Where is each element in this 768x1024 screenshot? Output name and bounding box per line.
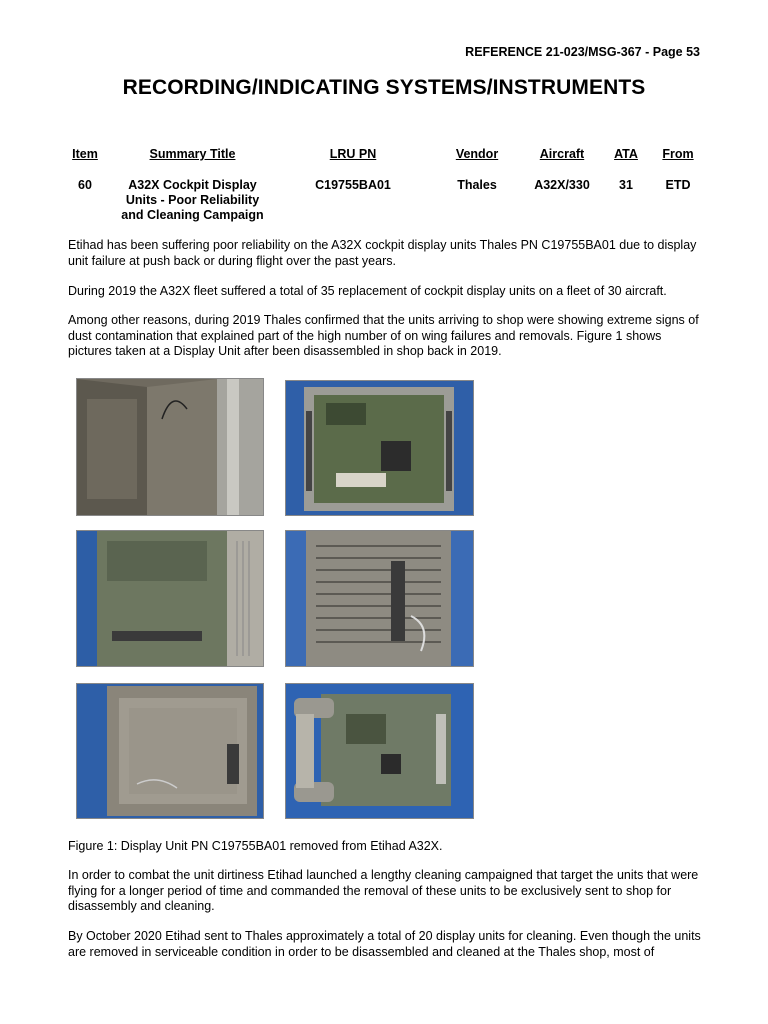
summary-line-3: and Cleaning Campaign: [121, 208, 264, 222]
header-item: Item: [72, 147, 98, 161]
cell-summary-title: [110, 178, 275, 223]
paragraph-5: By October 2020 Etihad sent to Thales approximately a total of 20 display units for cleaning. Even though the units are removed in serviceable condition in order to be disassembled and cleaned at the Thales shop, most of: [68, 929, 701, 959]
header-lru-pn: LRU PN: [329, 147, 377, 161]
header-ata: ATA: [614, 147, 638, 161]
photo-empty-chassis: [76, 683, 264, 819]
summary-line-1: A32X Cockpit Display: [128, 178, 257, 192]
paragraph-1: Etihad has been suffering poor reliability on the A32X cockpit display units Thales PN C19755BA01 due to display unit failure at push back or during flight over the past years.: [68, 238, 697, 268]
photo-dusty-housing-interior: [76, 378, 264, 516]
page-title: RECORDING/INDICATING SYSTEMS/INSTRUMENTS: [122, 76, 646, 99]
page-reference: REFERENCE 21-023/MSG-367 - Page 53: [465, 45, 700, 59]
paragraph-4: In order to combat the unit dirtiness Etihad launched a lengthy cleaning campaigned that target the units that were flying for a longer period of time and commanded the removal of these units to be exclusively sent to shop for disassembly and cleaning.: [68, 868, 699, 913]
summary-line-2: Units - Poor Reliability: [125, 193, 260, 207]
cell-lru-pn: C19755BA01: [315, 178, 391, 192]
header-aircraft: Aircraft: [539, 147, 585, 161]
header-from: From: [662, 147, 694, 161]
photo-circuit-board-side: [76, 530, 264, 667]
cell-aircraft: A32X/330: [534, 178, 590, 192]
cell-from: ETD: [665, 178, 691, 192]
paragraph-3: Among other reasons, during 2019 Thales confirmed that the units arriving to shop were showing extreme signs of dust contamination that explained part of the high number of on wing failures and removals. Figure 1 shows pictures taken at a Display Unit after been disassembled in shop back in 2019.: [68, 313, 699, 358]
photo-open-unit-circuit-board: [285, 380, 474, 516]
paragraph-2: During 2019 the A32X fleet suffered a total of 35 replacement of cockpit display units on a fleet of 30 aircraft.: [68, 284, 667, 298]
cell-ata: 31: [619, 178, 633, 192]
cell-vendor: Thales: [457, 178, 497, 192]
header-vendor: Vendor: [455, 147, 499, 161]
photo-board-with-cables: [285, 683, 474, 819]
header-summary-title: Summary Title: [149, 147, 236, 161]
figure-caption: Figure 1: Display Unit PN C19755BA01 removed from Etihad A32X.: [68, 839, 443, 853]
photo-heatsink-fins: [285, 530, 474, 667]
cell-item: 60: [78, 178, 92, 192]
